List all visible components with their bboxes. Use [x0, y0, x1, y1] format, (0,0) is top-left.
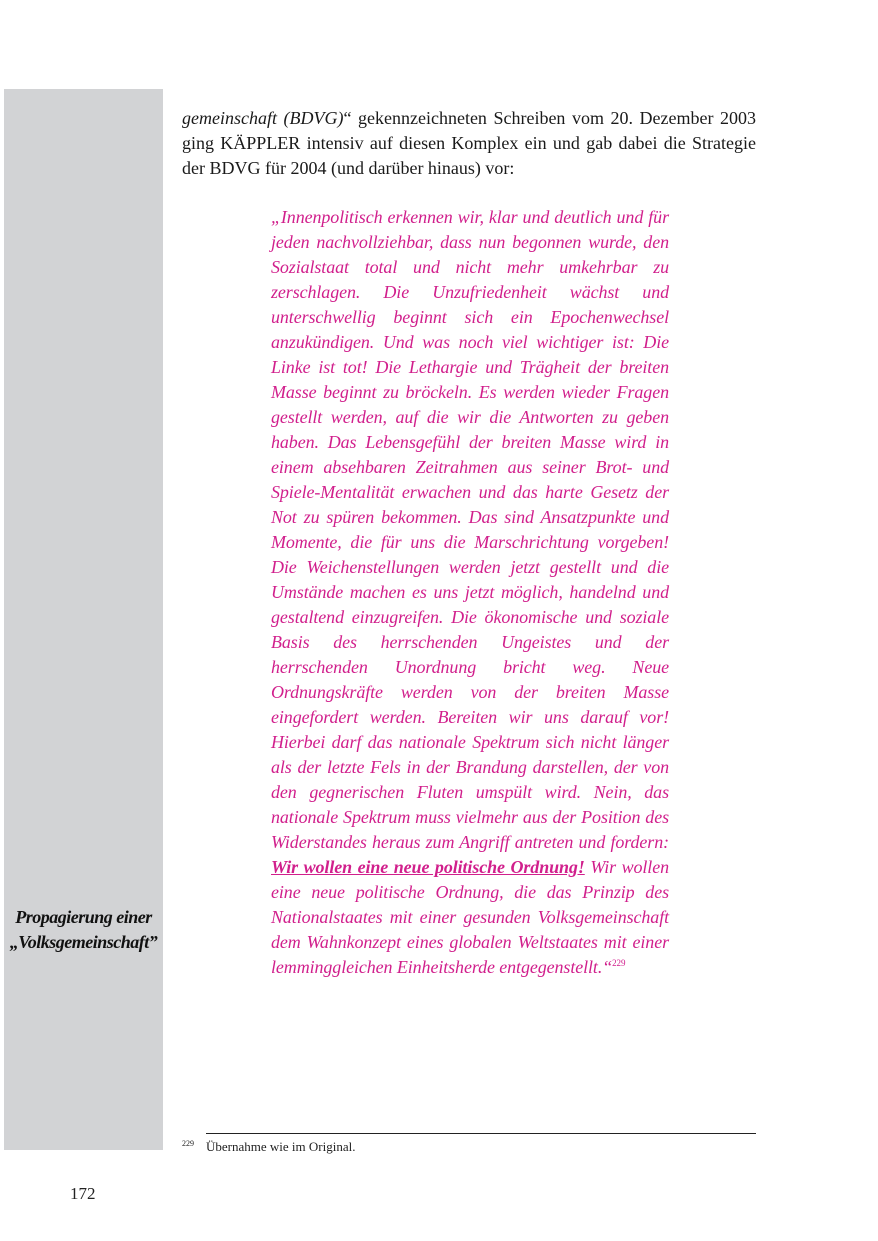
quote-text-after: Wir wollen eine neue politische Ordnung, die das Prinzip des Nationalstaates mit einer gesunden Volksgemeinschaft dem Wahnkonzept eines globalen Weltstaates mit einer lemminggleichen Einheitsherde entgegenstellt.“: [271, 857, 669, 977]
margin-note: Propagierung einer „Volksgemeinschaft”: [9, 907, 158, 952]
quote-text: „Innenpolitisch erkennen wir, klar und deutlich und für jeden nachvollziehbar, dass nun begonnen wurde, den Sozialstaat total und nicht mehr umkehrbar zu zerschlagen. Die Unzufriedenheit wächst und unterschwellig beginnt sich ein Epochenwechsel anzukündigen. Und was noch viel wichtiger ist: Die Linke ist tot! Die Lethargie und Trägheit der breiten Masse beginnt zu bröckeln. Es werden wieder Fragen gestellt werden, auf die wir die Antworten zu geben haben. Das Lebensgefühl der breiten Masse wird in einem absehbaren Zeitrahmen aus seiner Brot- und Spiele-Mentalität erwachen und das harte Gesetz der Not zu spüren bekommen. Das sind Ansatzpunkte und Momente, die für uns die Marschrichtung vorgeben! Die Weichenstellungen werden jetzt gestellt und die Umstände machen es uns jetzt möglich, handelnd und gestaltend einzugreifen. Die ökonomische und soziale Basis des herrschenden Ungeistes und der herrschenden Unordnung bricht weg. Neue Ordnungskräfte werden von der breiten Masse eingefordert werden. Bereiten wir uns darauf vor! Hierbei darf das nationale Spektrum sich nicht länger als der letzte Fels in der Brandung darstellen, der von den gegnerischen Fluten umspült wird. Nein, das nationale Spektrum muss vielmehr aus der Position des Widerstandes heraus zum Angriff antreten und fordern:: [271, 207, 669, 852]
footnote-text: Übernahme wie im Original.: [206, 1139, 356, 1154]
footnote-number: 229: [182, 1139, 194, 1148]
intro-text: “ gekennzeichneten Schreiben vom 20. Dezember 2003 ging KÄPPLER intensiv auf diesen Komplex ein und gab dabei die Strategie der BDVG für 2004 (und darüber hinaus) vor:: [182, 108, 757, 178]
footnote: [182, 1138, 756, 1156]
intro-italic: gemeinschaft (BDVG): [182, 108, 344, 128]
body-paragraph: [182, 106, 756, 181]
quote-emphasis: Wir wollen eine neue politische Ordnung!: [271, 857, 585, 877]
block-quote: [271, 205, 669, 980]
margin-sidebar: [4, 89, 163, 1150]
page-number: 172: [70, 1184, 96, 1203]
footnote-reference[interactable]: 229: [612, 958, 626, 968]
footnote-divider: [206, 1133, 756, 1134]
